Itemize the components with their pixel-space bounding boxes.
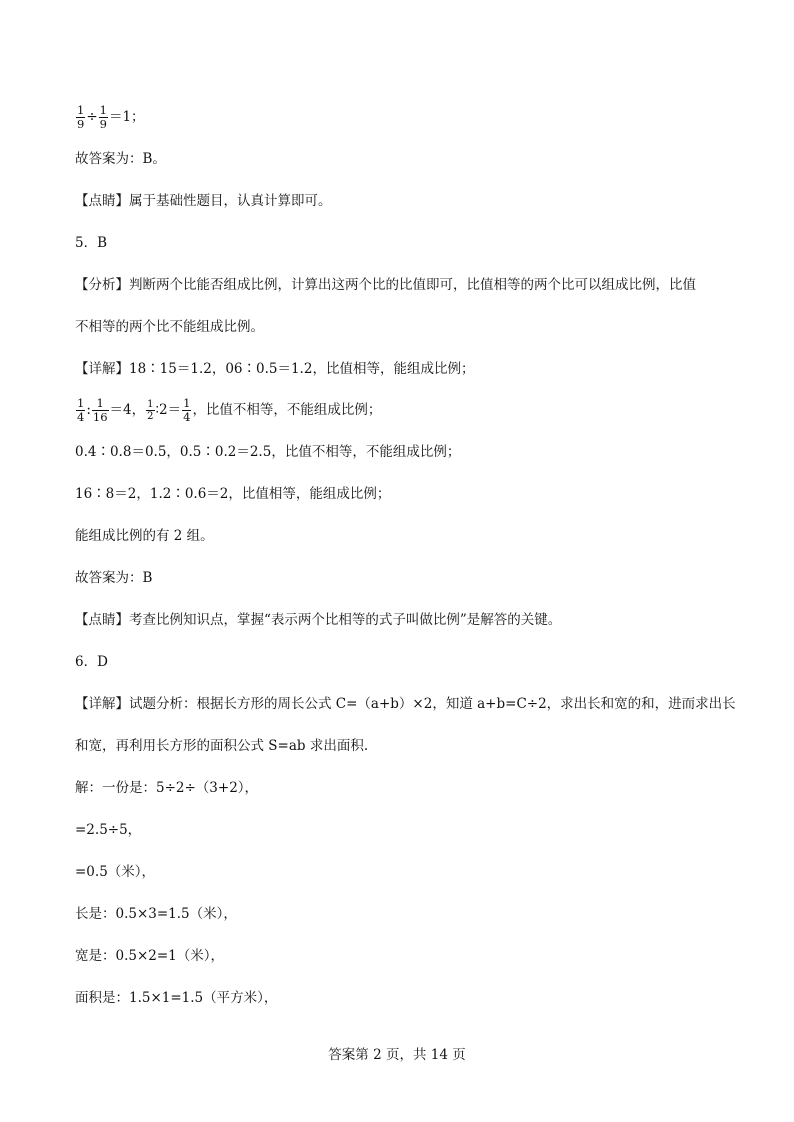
solution-line-4: 长是：0.5×3=1.5（米）， [75,906,237,922]
question-number-5: 5．B [75,235,108,251]
detail-line-7: 和宽，再利用长方形的面积公式 S=ab 求出面积. [75,738,369,754]
comment-line: 【点睛】属于基础性题目，认真计算即可。 [75,193,332,209]
answer-line: 故答案为：B [75,570,153,586]
solution-line-1: 解：一份是：5÷2÷（3+2）， [75,780,259,796]
detail-line-4: 16∶8＝2，1.2∶0.6＝2，比值相等，能组成比例； [75,486,391,502]
answer-line: 故答案为：B。 [75,151,166,167]
solution-line-2: =2.5÷5， [75,822,142,838]
fraction: $\frac{1}{9}$ [99,103,107,131]
equation-line-2: $\frac{1}{4}$ : $\frac{1}{16}$ ＝4， $\frac{1}{2}$ ∶2＝ $\frac{1}{4}$ ，比值不相等，不能组成比例； [77,396,382,424]
solution-line-6: 面积是：1.5×1=1.5（平方米）， [75,990,278,1006]
fraction: $\frac{1}{9}$ [77,103,85,131]
fraction: $\frac{1}{4}$ [183,396,191,424]
fraction: $\frac{1}{4}$ [77,396,85,424]
page-footer: 答案第 2 页，共 14 页 [328,1047,466,1063]
detail-line-1: 【详解】18∶15＝1.2，06∶0.5＝1.2，比值相等，能组成比例； [75,361,475,377]
detail-line-5: 能组成比例的有 2 组。 [75,528,214,544]
comment-line: 【点睛】考查比例知识点，掌握“表示两个比相等的式子叫做比例”是解答的关键。 [75,612,562,628]
detail-line-3: 0.4∶0.8＝0.5，0.5∶0.2＝2.5，比值不相等，不能组成比例； [75,444,461,460]
question-number-6: 6．D [75,654,108,670]
detail-line-6: 【详解】试题分析：根据长方形的周长公式 C=（a+b）×2，知道 a+b=C÷2，求出长和宽的和，进而求出长 [75,696,736,712]
analysis-line-1: 【分析】判断两个比能否组成比例，计算出这两个比的比值即可，比值相等的两个比可以组成比例，比值 [75,277,696,293]
solution-line-3: =0.5（米）， [75,864,156,880]
fraction: $\frac{1}{2}$ [147,399,154,422]
analysis-line-2: 不相等的两个比不能组成比例。 [75,319,264,335]
fraction: $\frac{1}{16}$ [92,396,108,424]
equation-line-1: $\frac{1}{9}$ ÷ $\frac{1}{9}$ ＝1； [77,103,145,131]
solution-line-5: 宽是：0.5×2=1（米）， [75,948,225,964]
